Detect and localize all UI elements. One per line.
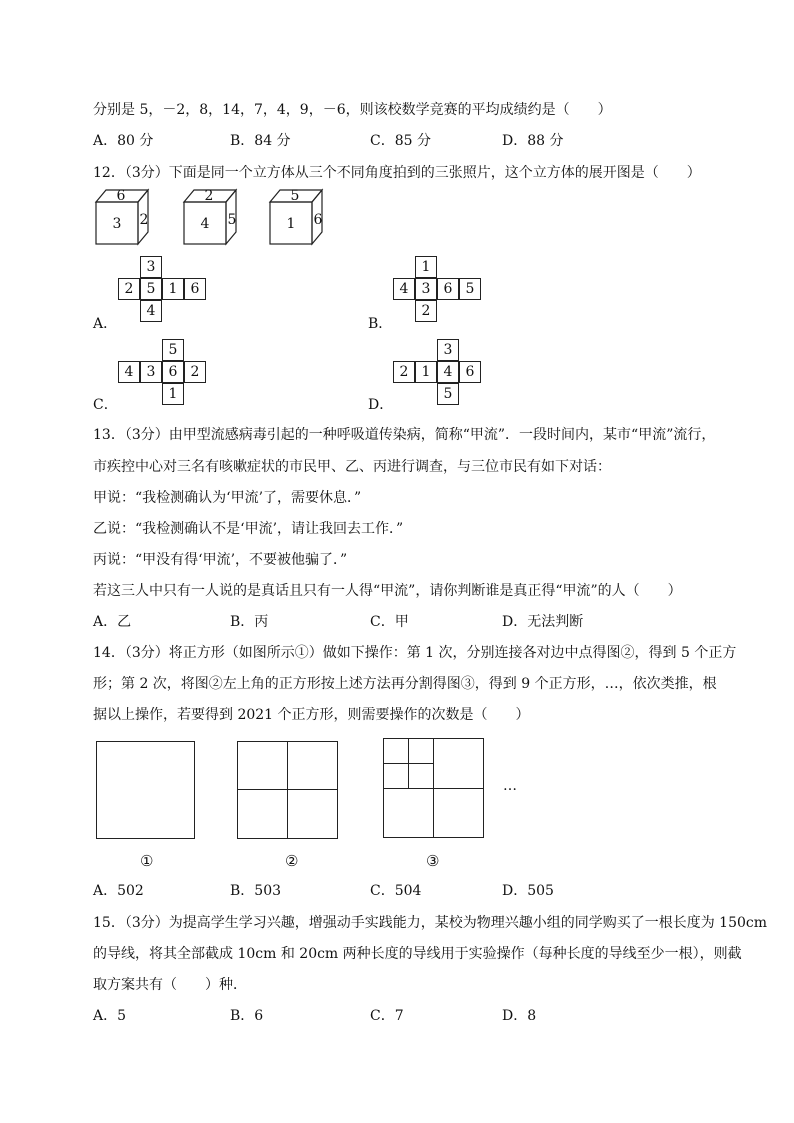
q13-question: 若这三人中只有一人说的是真话且只有一人得“甲流”，请你判断谁是真正得“甲流”的人（ ） [93,583,682,599]
figure-3-horizontal-line [383,788,484,789]
q12-stem: 12．（3分）下面是同一个立方体从三个不同角度拍到的三张照片，这个立方体的展开图是（ ） [93,165,701,181]
q14-option-c[interactable]: C．504 [370,883,422,899]
q11-option-b[interactable]: B．84 分 [230,133,291,149]
q15-option-b[interactable]: B．6 [230,1008,264,1024]
q13-bing-says: 丙说：“甲没有得‘甲流’，不要被他骗了．” [93,552,348,568]
cube-2-front: 4 [200,216,210,232]
q14-option-a[interactable]: A．502 [93,883,144,899]
q14-option-d[interactable]: D．505 [502,883,554,899]
cube-photos [88,184,388,250]
cube-2 [184,188,236,244]
net-a-cell: 1 [162,278,184,300]
q14-option-b[interactable]: B．503 [230,883,282,899]
cube-2-side: 5 [227,212,237,228]
q15-stem-line1: 15．（3分）为提高学生学习兴趣，增强动手实践能力，某校为物理兴趣小组的同学购买了一根长度为 150cm [93,915,768,931]
net-c-top: 5 [162,339,184,361]
q15-stem-line2: 的导线，将其全部截成 10cm 和 20cm 两种长度的导线用于实验操作（每种长度的导线至少一根），则截 [93,946,742,962]
cube-1-front: 3 [112,216,122,232]
figure-2-horizontal-line [237,789,338,790]
net-c-cell: 4 [118,361,140,383]
net-b-cell: 4 [393,278,415,300]
net-c-cell: 3 [140,361,162,383]
net-b-top: 1 [415,256,437,278]
cube-3 [270,188,323,244]
net-c-cell: 6 [162,361,184,383]
q15-option-a[interactable]: A．5 [93,1008,127,1024]
q13-yi-says: 乙说：“我检测确认不是‘甲流’，请让我回去工作．” [93,521,404,537]
figure-1-label: ① [140,852,154,870]
q12-option-b[interactable]: B． [368,316,393,332]
net-a-cell: 2 [118,278,140,300]
cube-3-top: 5 [290,188,300,204]
q12-option-d[interactable]: D． [368,397,394,413]
q14-stem-line1: 14．（3分）将正方形（如图所示①）做如下操作：第 1 次，分别连接各对边中点得图②，得到 5 个正方 [93,645,737,661]
q13-stem-line2: 市疾控中心对三名有咳嗽症状的市民甲、乙、丙进行调查，与三位市民有如下对话： [93,459,611,475]
cube-3-front: 1 [286,216,296,232]
figure-ellipsis: … [503,778,517,794]
net-a-top: 3 [140,256,162,278]
q12-option-a[interactable]: A． [93,316,118,332]
cube-1-top: 6 [116,188,126,204]
net-d-cell: 4 [437,361,459,383]
net-b-cell: 3 [415,278,437,300]
q12-option-c[interactable]: C． [93,397,118,413]
net-b-bottom: 2 [415,300,437,322]
net-c-bottom: 1 [162,383,184,405]
q14-stem-line3: 据以上操作，若要得到 2021 个正方形，则需要操作的次数是（ ） [93,707,530,723]
net-d-cell: 2 [393,361,415,383]
q13-option-d[interactable]: D．无法判断 [502,614,584,630]
net-c-cell: 2 [184,361,206,383]
q11-stem: 分别是 5，－2，8，14，7，4，9，－6，则该校数学竞赛的平均成绩约是（ ） [93,102,612,118]
figure-3-sub-horizontal-line [383,763,433,764]
figure-2-label: ② [285,852,299,870]
cube-3-side: 6 [313,212,323,228]
square-figure-1 [96,741,195,839]
net-d-bottom: 5 [437,383,459,405]
q13-option-c[interactable]: C．甲 [370,614,409,630]
net-d-top: 3 [437,339,459,361]
q15-stem-line3: 取方案共有（ ）种． [93,977,247,993]
q13-option-a[interactable]: A．乙 [93,614,132,630]
net-b-cell: 5 [459,278,481,300]
cube-1-side: 2 [139,212,149,228]
net-a-cell: 6 [184,278,206,300]
q13-jia-says: 甲说：“我检测确认为‘甲流’了，需要休息．” [93,490,362,506]
q11-option-c[interactable]: C．85 分 [370,133,431,149]
q11-option-d[interactable]: D．88 分 [502,133,564,149]
net-d-cell: 1 [415,361,437,383]
q13-stem-line1: 13．（3分）由甲型流感病毒引起的一种呼吸道传染病，简称“甲流”．一段时间内，某市“甲流”流行， [93,427,716,443]
figure-3-label: ③ [426,852,440,870]
cube-1 [96,188,148,244]
net-b-cell: 6 [437,278,459,300]
net-a-cell: 5 [140,278,162,300]
q15-option-d[interactable]: D．8 [502,1008,537,1024]
q11-option-a[interactable]: A．80 分 [93,133,154,149]
net-d-cell: 6 [459,361,481,383]
q13-option-b[interactable]: B．丙 [230,614,269,630]
q14-stem-line2: 形；第 2 次，将图②左上角的正方形按上述方法再分割得图③，得到 9 个正方形，…，依次类推，根 [93,676,717,692]
cube-2-top: 2 [204,188,214,204]
net-a-bottom: 4 [140,300,162,322]
q15-option-c[interactable]: C．7 [370,1008,404,1024]
